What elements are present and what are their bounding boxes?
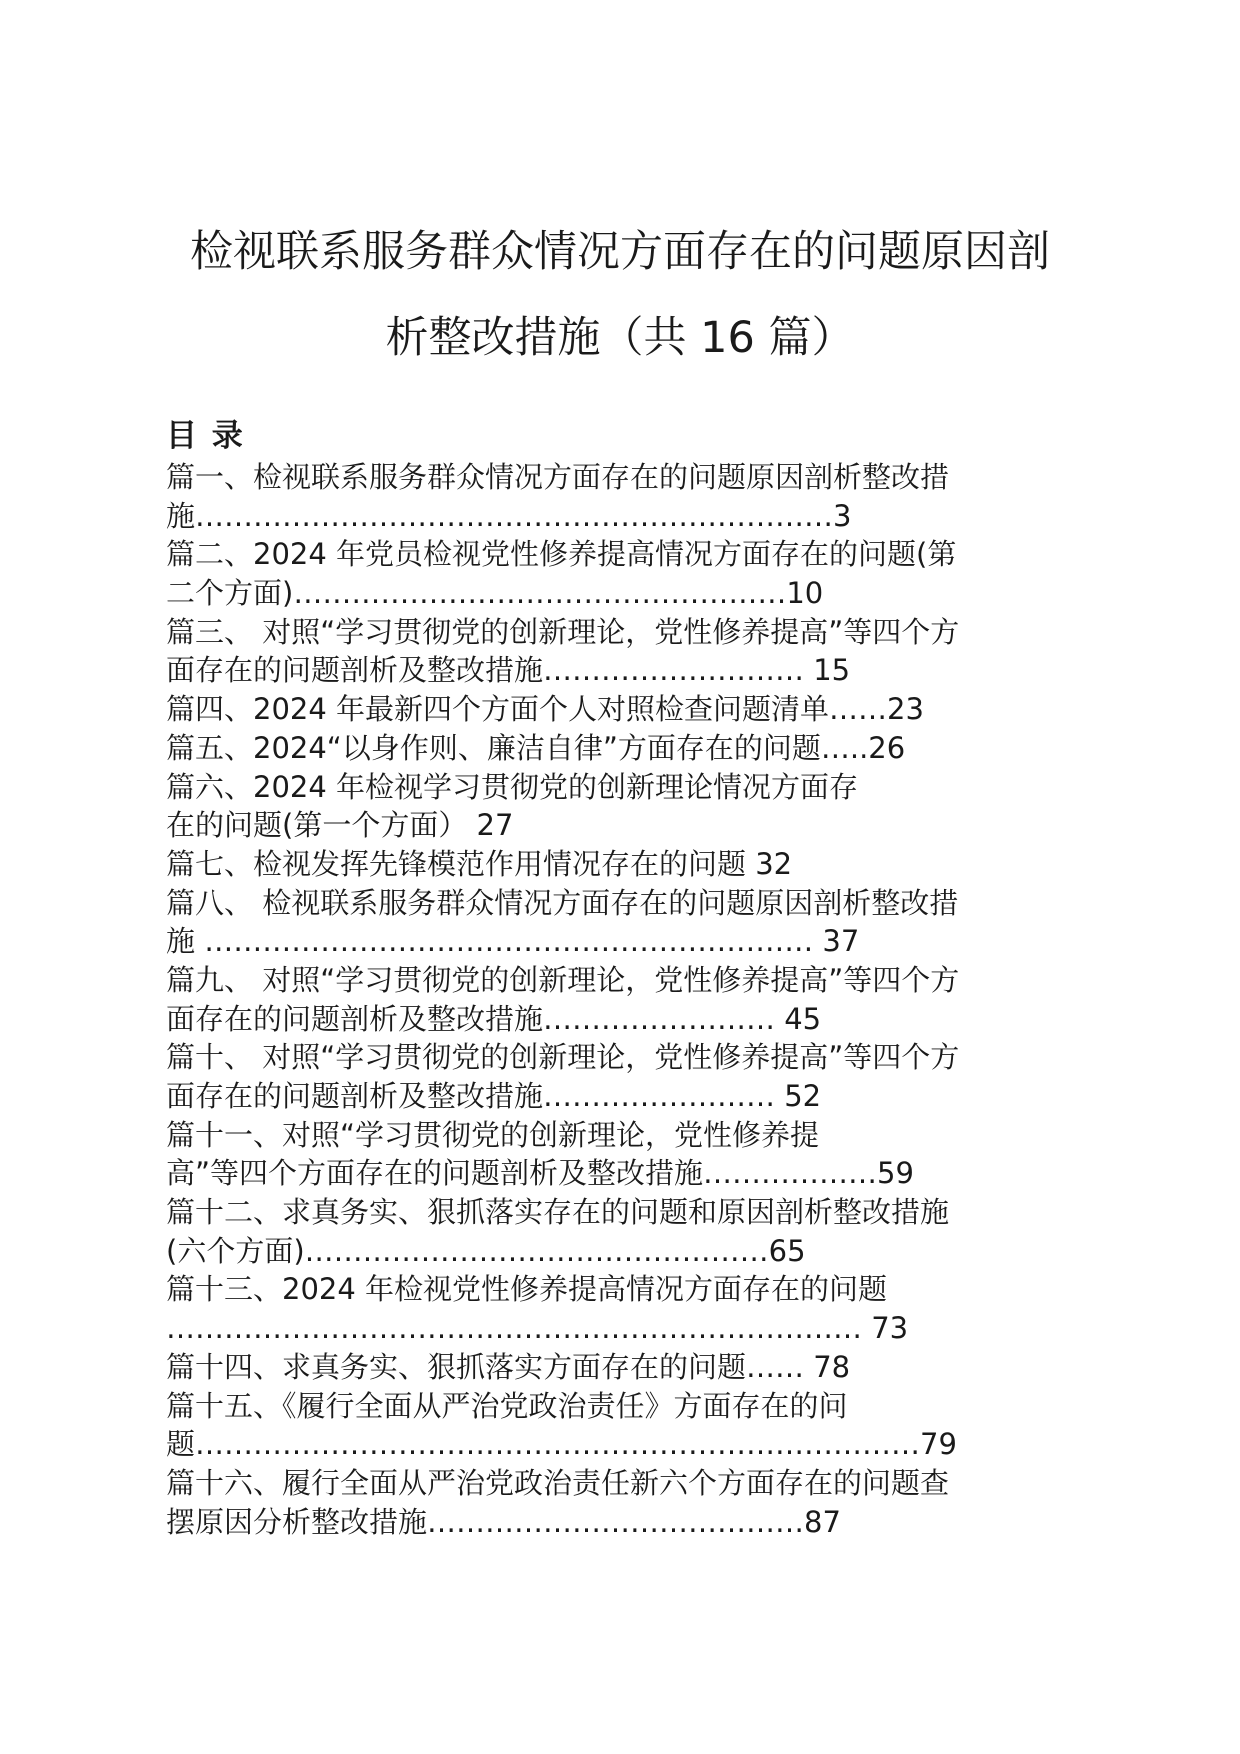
toc-entry[interactable] (166, 690, 1106, 729)
toc-entry[interactable] (166, 535, 1106, 612)
toc-entry[interactable] (166, 1348, 1106, 1387)
toc-entry-line: 篇十、 对照“学习贯彻党的创新理论，党性修养提高”等四个方 (166, 1040, 960, 1075)
toc-entry-line: 篇四、2024 年最新四个方面个人对照检查问题清单……23 (166, 692, 924, 727)
toc-entry-line: 篇十五、《履行全面从严治党政治责任》方面存在的问 (166, 1388, 848, 1423)
toc-entry-line: 面存在的问题剖析及整改措施…………………… 52 (166, 1079, 822, 1113)
toc-entry[interactable] (166, 1038, 1106, 1115)
toc-entry-line: 篇二、2024 年党员检视党性修养提高情况方面存在的问题(第 (166, 537, 957, 572)
toc-entry[interactable] (166, 884, 1106, 961)
document-title-line-2: 析整改措施（共 16 篇） (385, 313, 855, 363)
toc-heading: 目 录 (166, 418, 245, 454)
toc-entry[interactable] (166, 729, 1106, 768)
toc-entry-line: 篇六、2024 年检视学习贯彻党的创新理论情况方面存 (166, 769, 859, 804)
toc-entry[interactable] (166, 768, 1106, 845)
toc-entry-line: 在的问题(第一个方面） 27 (166, 808, 514, 843)
toc-entry-line: 摆原因分析整改措施…………………………………87 (166, 1504, 841, 1539)
toc-entry[interactable] (166, 1270, 1106, 1347)
toc-entry[interactable] (166, 1387, 1106, 1464)
table-of-contents (166, 458, 1106, 1541)
toc-entry-line: 篇十三、2024 年检视党性修养提高情况方面存在的问题 (166, 1272, 888, 1307)
toc-entry-line: 篇八、 检视联系服务群众情况方面存在的问题原因剖析整改措 (166, 885, 959, 920)
toc-entry-line: ……………………………………………………………… 73 (166, 1311, 909, 1346)
toc-entry-line: 施 ……………………………………………………… 37 (166, 924, 860, 959)
toc-entry[interactable] (166, 845, 1106, 884)
toc-entry-line: 题…………………………………………………………………79 (166, 1427, 957, 1462)
toc-entry-line: 篇十一、对照“学习贯彻党的创新理论，党性修养提 (166, 1117, 820, 1152)
toc-entry-line: (六个方面)…………………………………………65 (166, 1233, 806, 1268)
toc-entry[interactable] (166, 613, 1106, 690)
toc-entry-line: 篇一、检视联系服务群众情况方面存在的问题原因剖析整改措 (166, 460, 950, 494)
toc-entry-line: 篇五、2024“以身作则、廉洁自律”方面存在的问题…..26 (166, 730, 906, 765)
toc-entry-line: 面存在的问题剖析及整改措施…………………… 45 (166, 1001, 822, 1036)
toc-entry[interactable] (166, 961, 1106, 1038)
document-title-line-1: 检视联系服务群众情况方面存在的问题原因剖 (190, 227, 1050, 277)
toc-entry[interactable] (166, 1193, 1106, 1270)
toc-entry-line: 面存在的问题剖析及整改措施……………………… 15 (166, 653, 851, 688)
toc-entry-line: 篇九、 对照“学习贯彻党的创新理论，党性修养提高”等四个方 (166, 962, 960, 997)
toc-entry-line: 高”等四个方面存在的问题剖析及整改措施………………59 (166, 1156, 914, 1191)
toc-entry-line: 二个方面)……………………………………………10 (166, 576, 824, 611)
toc-entry-line: 篇十四、求真务实、狠抓落实方面存在的问题…… 78 (166, 1349, 851, 1384)
toc-entry[interactable] (166, 458, 1106, 535)
toc-entry[interactable] (166, 1464, 1106, 1541)
toc-entry-line: 篇七、检视发挥先锋模范作用情况存在的问题 32 (166, 846, 793, 881)
toc-entry[interactable] (166, 1116, 1106, 1193)
toc-entry-line: 篇三、 对照“学习贯彻党的创新理论，党性修养提高”等四个方 (166, 614, 960, 649)
toc-entry-line: 篇十六、履行全面从严治党政治责任新六个方面存在的问题查 (166, 1465, 950, 1500)
document-title (120, 222, 1120, 368)
toc-entry-line: 篇十二、求真务实、狠抓落实存在的问题和原因剖析整改措施 (166, 1195, 950, 1230)
toc-entry-line: 施…………………………………………………………3 (166, 498, 852, 533)
